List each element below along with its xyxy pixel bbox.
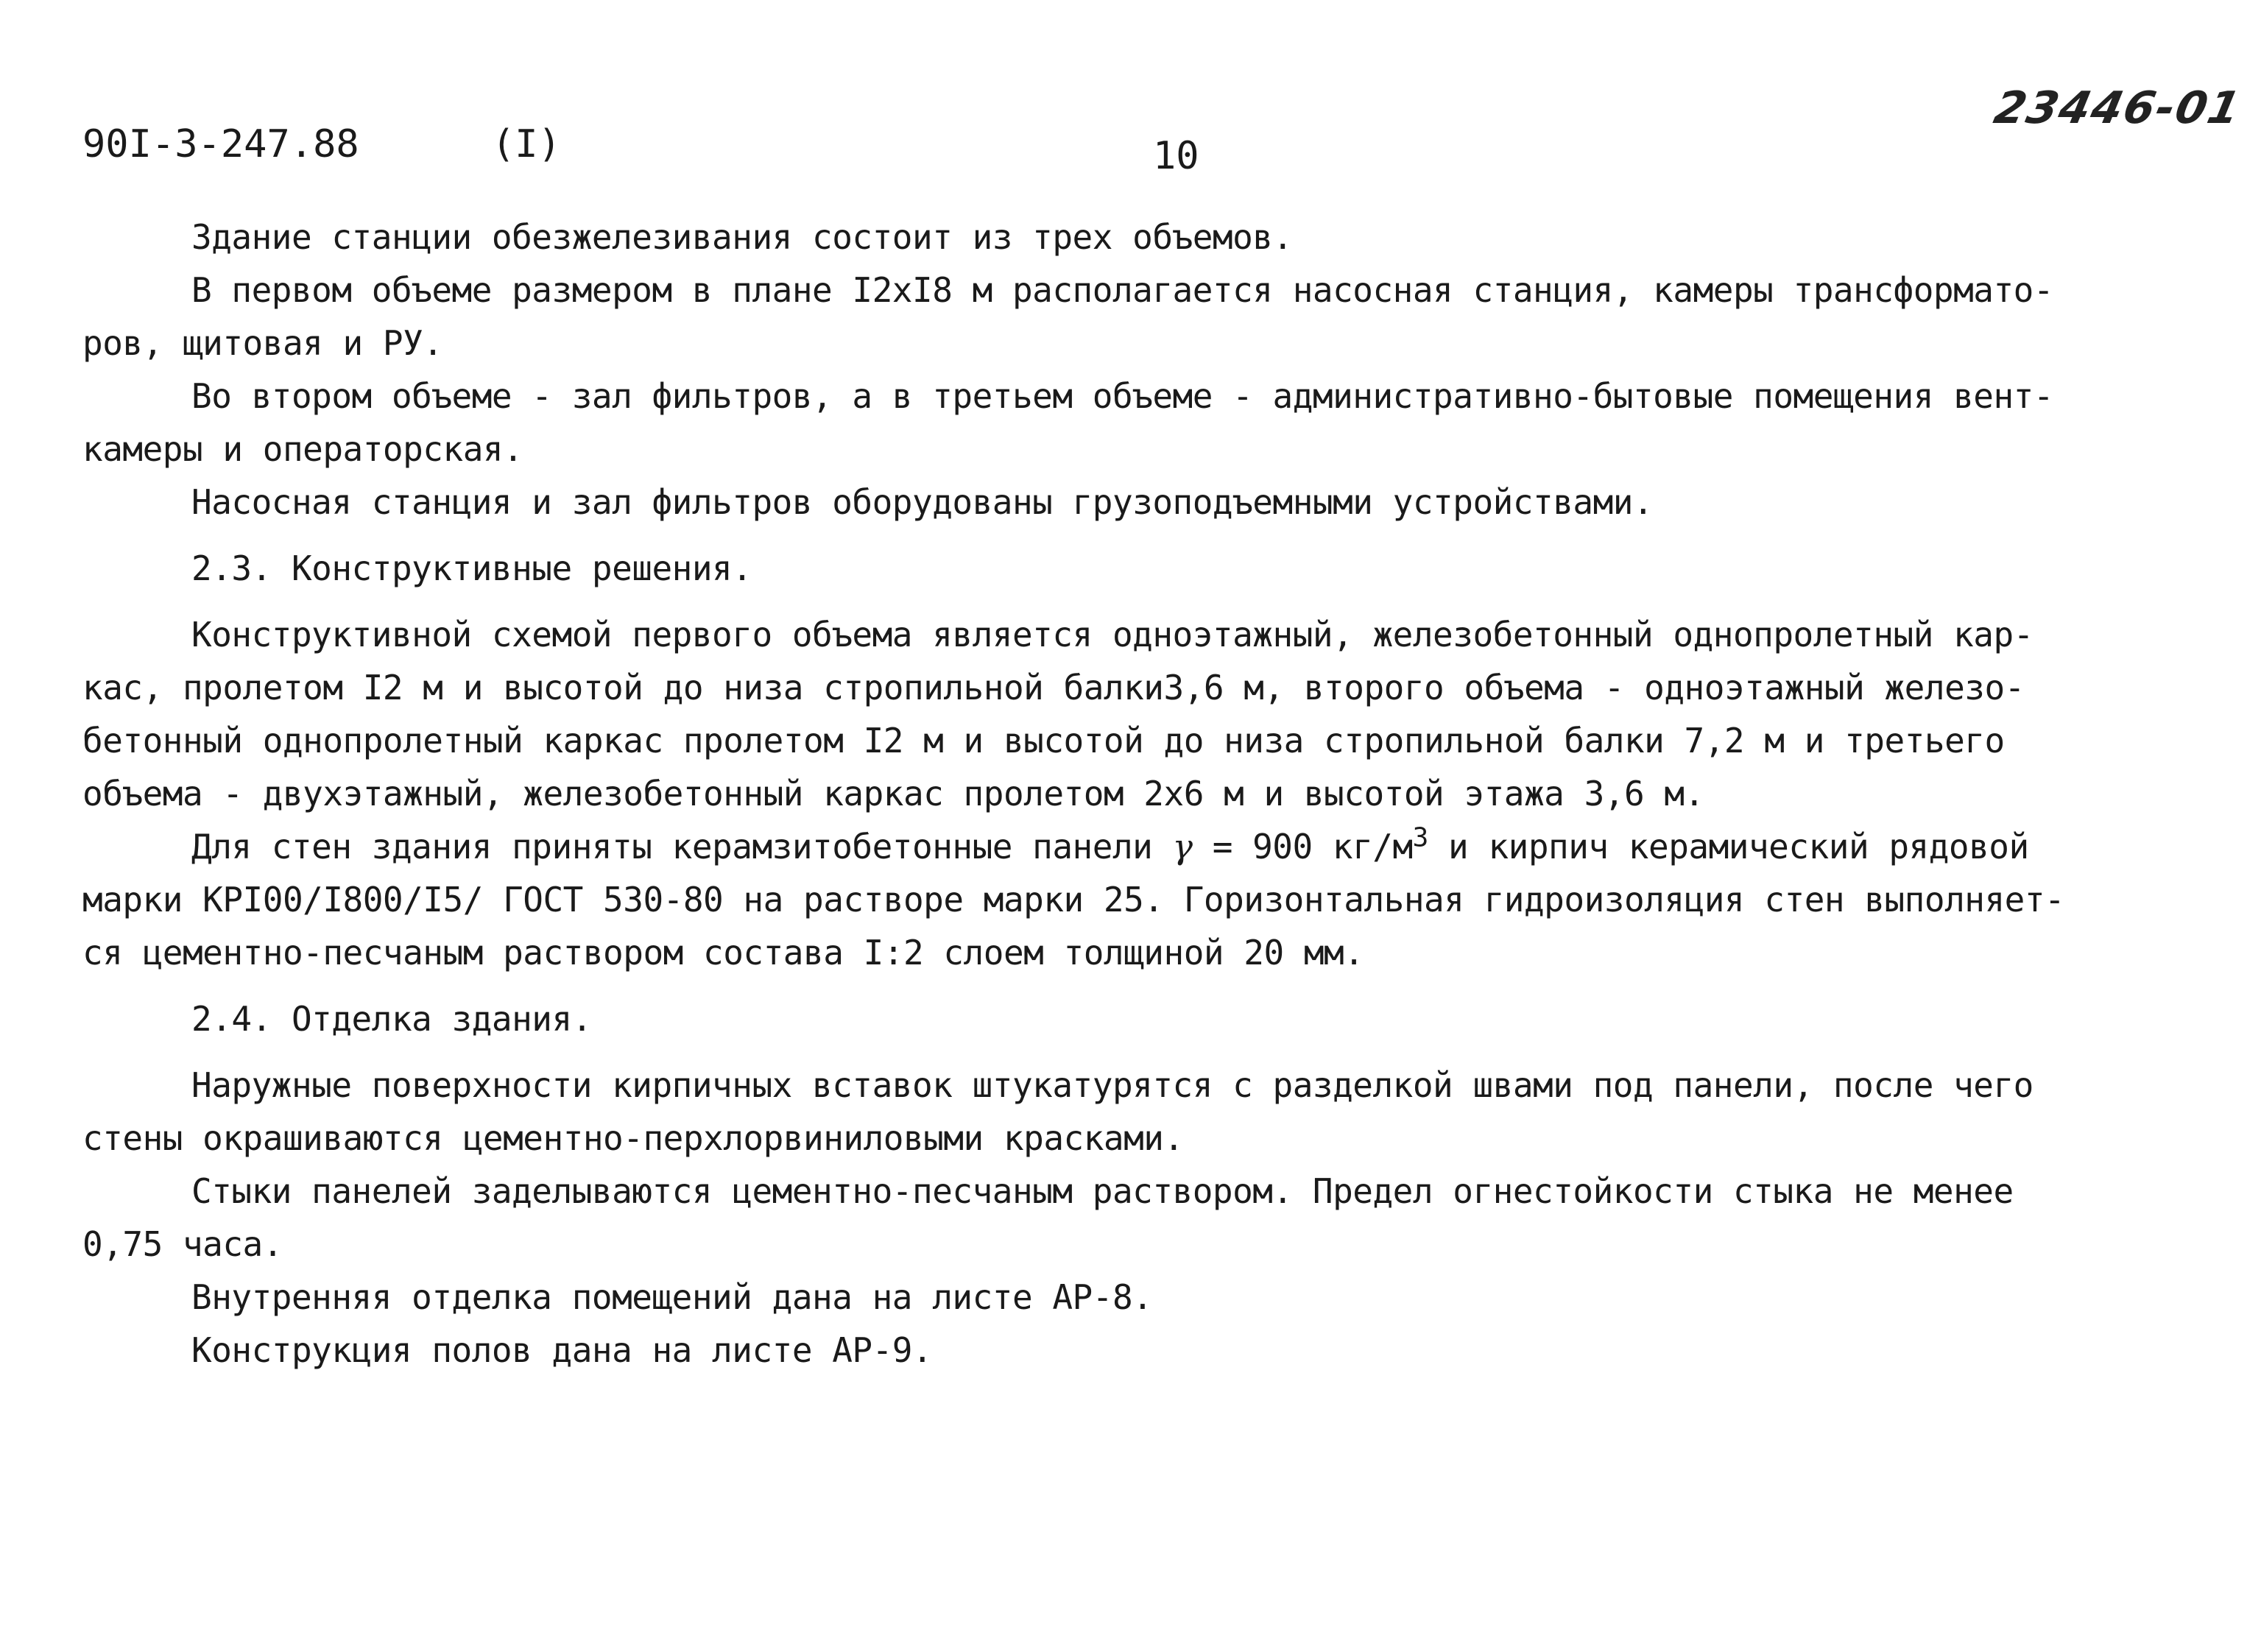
paragraph-lifting-devices: Насосная станция и зал фильтров оборудованы грузоподъемными устройствами. xyxy=(191,482,1654,522)
paragraph-structural-scheme: Конструктивной схемой первого объема является одноэтажный, железобетонный однопролетный кар- кас, пролетом I2 м и высотой до низа стропильной балки3,6 м, второго объема - одноэтажный железо- бетонный однопролетный каркас пролетом I2 м и высотой до низа стропильной балки 7,2 м и третьего объема - двухэтажный, железобетонный каркас пролетом 2x6 м и высотой этажа 3,6 м. xyxy=(82,615,2034,813)
handwritten-inventory-number: 23446-01 xyxy=(1989,82,2246,134)
paragraph-first-volume: В первом объеме размером в плане I2xI8 м располагается насосная станция, камеры трансформато- ров, щитовая и РУ. xyxy=(82,270,2054,363)
document-code: 90I-3-247.88 xyxy=(82,122,359,166)
paragraph-interior-finish: Внутренняя отделка помещений дана на листе АР-8. xyxy=(191,1277,1153,1317)
document-part: (I) xyxy=(492,122,561,166)
density-symbol: γ xyxy=(1172,827,1193,866)
paragraph-exterior-finish: Наружные поверхности кирпичных вставок штукатурятся с разделкой швами под панели, после чего стены окрашиваются цементно-перхлорвиниловыми красками. xyxy=(82,1065,2034,1158)
page-number: 10 xyxy=(1153,134,1199,178)
document-body xyxy=(82,211,2218,1377)
cubic-superscript: 3 xyxy=(1412,822,1428,853)
section-heading-2-3: 2.3. Конструктивные решения. xyxy=(191,548,752,588)
paragraph-floors: Конструкция полов дана на листе АР-9. xyxy=(191,1330,933,1370)
section-heading-2-4: 2.4. Отделка здания. xyxy=(191,999,592,1039)
walls-text-c: и кирпич керамический рядовой марки КРI00/I800/I5/ ГОСТ 530-80 на растворе марки 25. Горизонтальная гидроизоляция стен выполняет- ся цементно-песчаным раствором состава I:2 слоем толщиной 20 мм. xyxy=(82,827,2065,973)
paragraph-second-third-volume: Во втором объеме - зал фильтров, а в третьем объеме - административно-бытовые помещения вент- камеры и операторская. xyxy=(82,376,2054,469)
walls-text-a: Для стен здания приняты керамзитобетонные панели xyxy=(191,827,1173,866)
paragraph-walls xyxy=(82,820,2218,979)
paragraph-panel-joints: Стыки панелей заделываются цементно-песчаным раствором. Предел огнестойкости стыка не менее 0,75 часа. xyxy=(82,1171,2014,1264)
walls-text-b: = 900 кг/м xyxy=(1192,827,1413,866)
paragraph-building-volumes: Здание станции обезжелезивания состоит из трех объемов. xyxy=(191,217,1293,257)
